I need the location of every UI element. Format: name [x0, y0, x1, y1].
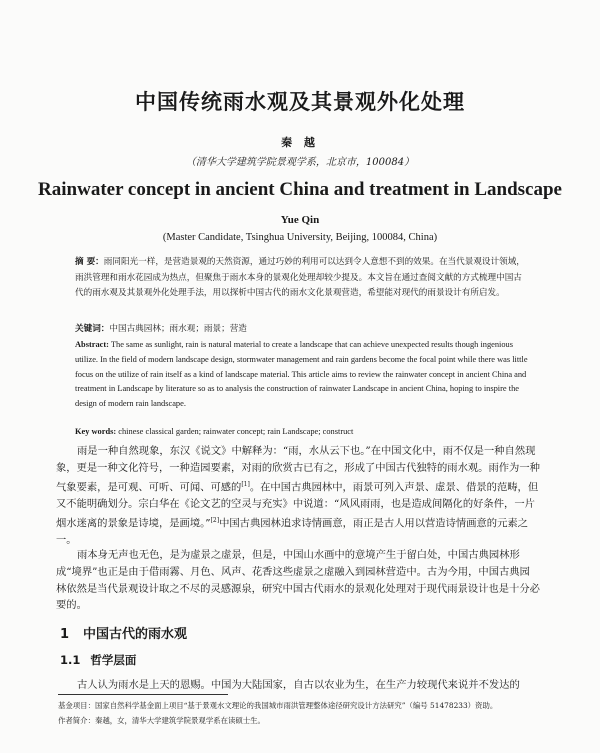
keywords-cn: [75, 322, 530, 334]
subsection-title: 哲学层面: [90, 653, 137, 667]
abstract-en-label: Abstract:: [75, 340, 109, 349]
body-paragraph-2: 雨本身无声也无色，是为虚景之虚景，但是，中国山水画中的意境产生于留白处，中国古典园林形成“境界”也正是由于借雨霧、月色、风声、花香这些虚景之虚融入到园林营造中。古为今用，中国古典园林依然是当代景观设计取之不尽的灵感源泉，研究中国古代雨水的景观化处理对于现代雨景设计也是十分必要的。: [56, 549, 540, 612]
subsection-number: 1.1: [60, 653, 81, 667]
body-paragraph-3: 古人认为雨水是上天的恩赐。中国为大陆国家，自古以农业为生，在生产力较现代来说并不发达的: [77, 679, 520, 691]
section-title: 中国古代的雨水观: [83, 627, 188, 642]
section-number: 1: [60, 627, 70, 642]
keywords-en: [75, 427, 530, 436]
footnote-author: 作者简介：秦越，女，清华大学建筑学院景观学系在读硕士生。: [58, 716, 265, 725]
abstract-cn-text: 雨同阳光一样，是营造景观的天然资源，通过巧妙的利用可以达到令人意想不到的效果。在当代景观设计领域，雨洪管理和雨水花园成为热点，但聚焦于雨水本身的景观化处理却较少提及。本文旨在通过查阅文献的方式梳理中国古代的雨水观及其景观外化处理手法，用以探析中国古代的雨水文化景观营造，希望能对现代的雨景设计有所启发。: [75, 257, 525, 298]
keywords-cn-text: 中国古典园林；雨水观；雨景；营造: [109, 324, 247, 334]
keywords-cn-label: 关键词：: [75, 324, 110, 334]
footnote-fund: 基金项目：国家自然科学基金面上项目“基于景观水文理论的我国城市雨洪管理整体途径研究设计方法研究”（编号 51478233）资助。: [58, 701, 498, 710]
paper-title-cn: 中国传统雨水观及其景观外化处理: [135, 89, 465, 114]
paper-title-en: Rainwater concept in ancient China and treatment in Landscape: [38, 179, 562, 200]
para1-text-a: 雨是一种自然现象，东汉《说文》中解释为：“雨，水从云下也。”在中国文化中，雨不仅是一种自然现象，更是一种文化符号，一种造园要素，对雨的欣赏古已有之，形成了中国古代独特的雨水观。雨作为一种气象要素，是可观、可听、可闻、可感的: [56, 445, 540, 494]
abstract-en: [75, 338, 530, 412]
para1-text-b: 。在中国古典园林中，雨景可列入声景、虚景、借景的范畴，但又不能明确划分。宗白华在《论文艺的空灵与充实》中说道：“风风雨雨，也是造成间隔化的好条件，一片烟水迷离的景象是诗境，是画境。”: [56, 481, 539, 530]
citation-ref-1: [1]: [241, 480, 250, 488]
author-name-en: Yue Qin: [280, 214, 320, 226]
section-heading-1: [60, 623, 201, 642]
abstract-cn-label: 摘 要：: [75, 257, 104, 267]
body-paragraph-1: [56, 443, 540, 549]
para1-text-c: 中国古典园林追求诗情画意，雨正是古人用以营造诗情画意的元素之一。: [56, 517, 528, 546]
subsection-heading-1-1: [60, 652, 146, 668]
author-name-cn: 秦 越: [281, 136, 319, 149]
citation-ref-2: [2]: [210, 516, 220, 524]
abstract-en-text: The same as sunlight, rain is natural material to create a landscape that can achieve unexpected results though ingenious utilize. In the field of modern landscape design, stormwater management and rain gardens become the focal point while there was little focus on the utilize of rain itself as a kind of landscape material. This article aims to review the rainwater concept in ancient China and treatment in Landscape by literature so as to analysis the construction of rainwater Landscape in ancient China, hoping to inspire the design of modern rain landscape.: [75, 340, 528, 409]
affiliation-en: (Master Candidate, Tsinghua University, Beijing, 100084, China): [162, 232, 438, 243]
abstract-cn: [75, 255, 530, 302]
keywords-en-label: Key words:: [75, 427, 117, 436]
affiliation-cn: （清华大学建筑学院景观学系，北京市，100084）: [185, 157, 415, 168]
keywords-en-text: chinese classical garden; rainwater concept; rain Landscape; construct: [118, 427, 354, 436]
footnote-divider: [58, 694, 228, 695]
